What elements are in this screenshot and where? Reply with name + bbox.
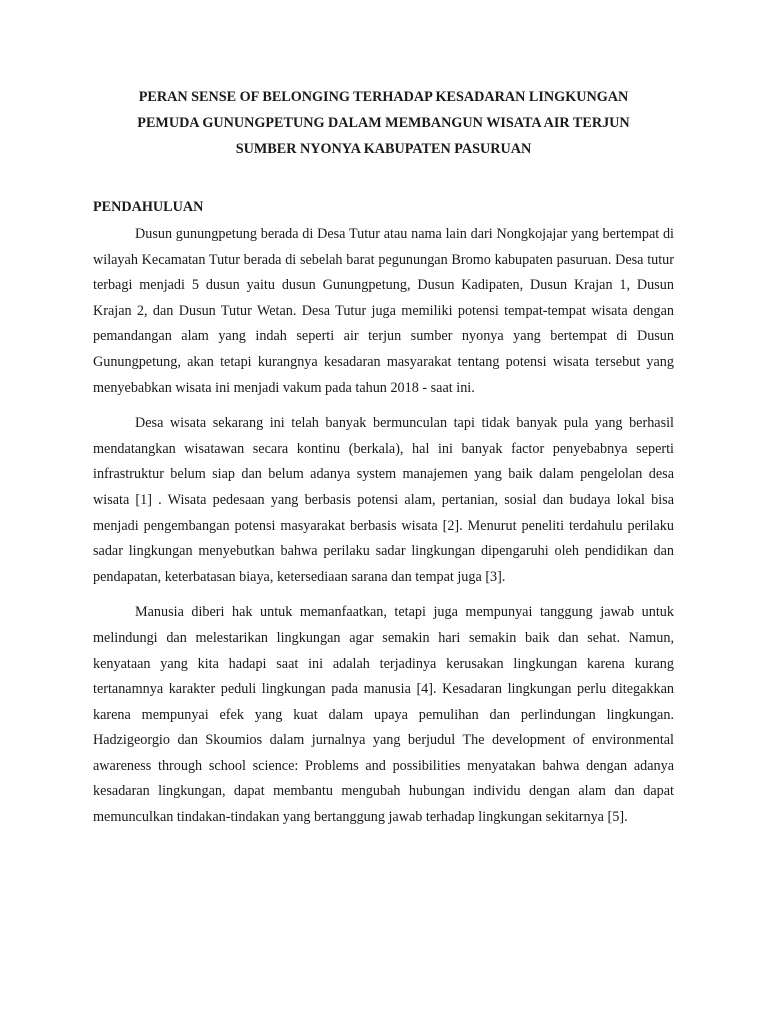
section-heading: PENDAHULUAN <box>93 199 204 215</box>
title-line-3: SUMBER NYONYA KABUPATEN PASURUAN <box>235 141 532 157</box>
paragraph-3: Manusia diberi hak untuk memanfaatkan, tetapi juga mempunyai tanggung jawab untuk melindungi dan melestarikan lingkungan agar semakin hari semakin baik dan sehat. Namun, kenyataan yang kita hadapi saat ini adalah terjadinya kerusakan lingkungan karena kurang tertanamnya karakter peduli lingkungan pada manusia [4]. Kesadaran lingkungan perlu ditegakkan karena mempunyai efek yang kuat dalam upaya pemulihan dan perlindungan lingkungan. Hadzigeorgio dan Skoumios dalam jurnalnya yang berjudul The development of environmental awareness through school science: Problems and possibilities menyatakan bahwa dengan adanya kesadaran lingkungan, dapat membantu mengubah hubungan individu dengan alam dan dapat memunculkan tindakan-tindakan yang bertanggung jawab terhadap lingkungan sekitarnya [5]. <box>93 604 674 826</box>
paragraph-1: Dusun gunungpetung berada di Desa Tutur atau nama lain dari Nongkojajar yang bertempat di wilayah Kecamatan Tutur berada di sebelah barat pegunungan Bromo kabupaten pasuruan. Desa tutur terbagi menjadi 5 dusun yaitu dusun Gunungpetung, Dusun Kadipaten, Dusun Krajan 1, Dusun Krajan 2, dan Dusun Tutur Wetan. Desa Tutur juga memiliki potensi tempat-tempat wisata dengan pemandangan alam yang indah seperti air terjun sumber nyonya yang bertempat di Dusun Gunungpetung, akan tetapi kurangnya kesadaran masyarakat tentang potensi wisata tersebut yang menyebabkan wisata ini menjadi vakum pada tahun 2018 - saat ini. <box>93 226 674 396</box>
paragraph-2: Desa wisata sekarang ini telah banyak bermunculan tapi tidak banyak pula yang berhasil mendatangkan wisatawan secara kontinu (berkala), hal ini banyak factor penyebabnya seperti infrastruktur belum siap dan belum adanya system manajemen yang baik dalam pengelolan desa wisata [1] . Wisata pedesaan yang berbasis potensi alam, pertanian, sosial dan budaya lokal bisa menjadi pengembangan potensi masyarakat berbasis wisata [2]. Menurut peneliti terdahulu perilaku sadar lingkungan menyebutkan bahwa perilaku sadar lingkungan dipengaruhi oleh pendidikan dan pendapatan, keterbatasan biaya, ketersediaan sarana dan tempat juga [3]. <box>93 415 674 585</box>
title-line-1: PERAN SENSE OF BELONGING TERHADAP KESADARAN LINGKUNGAN <box>138 89 629 105</box>
title-line-2: PEMUDA GUNUNGPETUNG DALAM MEMBANGUN WISATA AIR TERJUN <box>137 115 630 131</box>
document-page <box>93 84 674 841</box>
document-title <box>93 84 674 162</box>
